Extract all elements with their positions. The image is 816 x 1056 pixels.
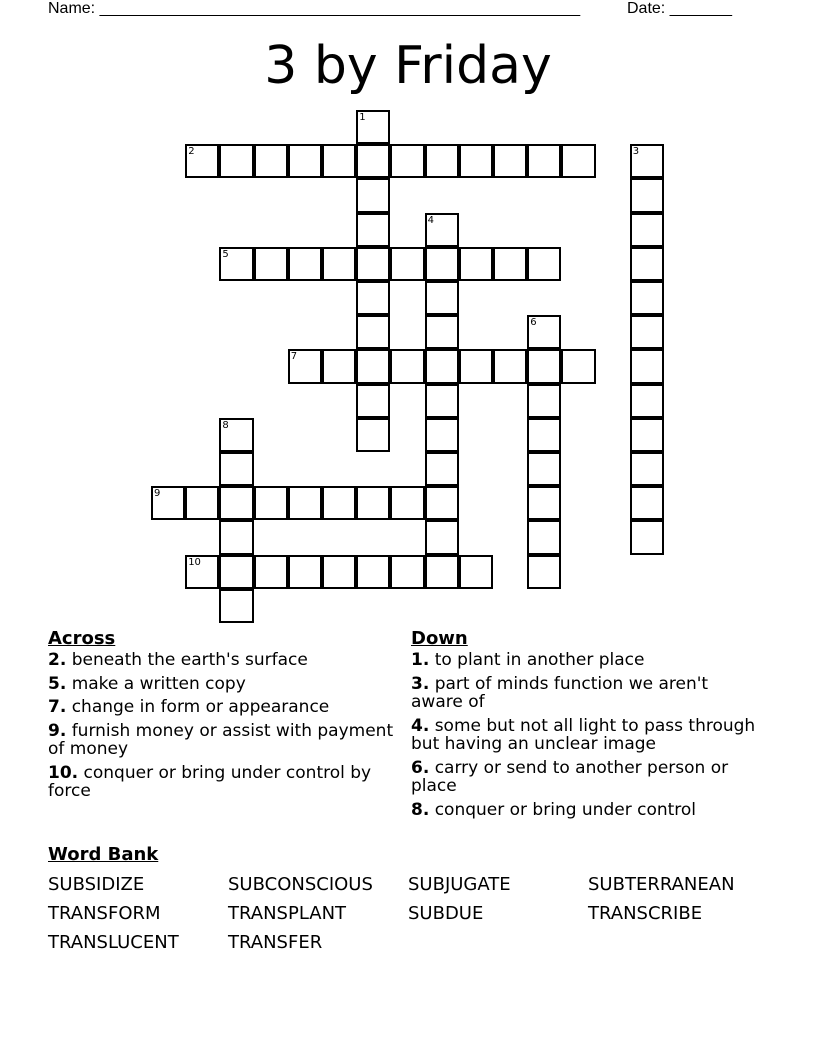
grid-cell[interactable] [425,247,459,281]
grid-cell[interactable] [356,315,390,349]
across-heading: Across [48,628,116,649]
grid-cell[interactable] [527,384,561,418]
clue-number: 3. [411,673,430,694]
grid-cell[interactable] [425,384,459,418]
down-clue [411,759,761,796]
grid-cell[interactable] [630,281,664,315]
grid-cell[interactable] [356,281,390,315]
clue-text: change in form or appearance [66,697,330,717]
word-bank-item: TRANSLUCENT [48,932,179,953]
grid-cell[interactable] [527,247,561,281]
grid-cell[interactable] [185,486,219,520]
grid-cell[interactable] [390,144,424,178]
grid-cell[interactable] [527,349,561,383]
down-clue [411,717,761,754]
grid-cell[interactable] [254,247,288,281]
clue-number: 9. [48,720,67,741]
grid-cell[interactable] [561,144,595,178]
grid-cell[interactable] [356,384,390,418]
grid-cell[interactable] [630,486,664,520]
clue-number-label: 9 [154,488,161,500]
word-bank-item: TRANSPLANT [228,903,347,924]
grid-cell[interactable] [219,520,253,554]
grid-cell[interactable] [219,418,253,452]
grid-cell[interactable] [356,110,390,144]
grid-cell[interactable] [322,486,356,520]
grid-cell[interactable] [527,315,561,349]
word-bank-item: TRANSFORM [48,903,161,924]
grid-cell[interactable] [288,247,322,281]
word-bank-item: TRANSFER [228,932,323,953]
clue-text: some but not all light to pass through but having an unclear image [411,715,756,754]
down-clue [411,675,761,712]
clue-number-label: 8 [222,419,229,431]
grid-cell[interactable] [322,144,356,178]
grid-cell[interactable] [288,349,322,383]
clue-text: to plant in another place [429,650,645,670]
grid-cell[interactable] [185,144,219,178]
grid-cell[interactable] [254,486,288,520]
grid-cell[interactable] [425,281,459,315]
clue-text: furnish money or assist with payment of money [48,720,394,759]
clue-number-label: 3 [632,146,640,158]
word-bank-item: SUBDUE [408,903,484,924]
across-clue [48,698,398,717]
grid-cell[interactable] [459,144,493,178]
clue-number-label: 4 [427,214,434,226]
across-clue [48,651,398,670]
grid-cell[interactable] [459,555,493,589]
date-field-label: Date: _______ [627,0,732,17]
grid-cell[interactable] [630,178,664,212]
grid-cell[interactable] [459,247,493,281]
grid-cell[interactable] [185,555,219,589]
grid-cell[interactable] [527,452,561,486]
grid-cell[interactable] [151,486,185,520]
grid-cell[interactable] [356,178,390,212]
grid-cell[interactable] [219,144,253,178]
clue-number: 7. [48,697,67,717]
clue-number: 10. [48,762,79,783]
grid-cell[interactable] [425,349,459,383]
word-bank-item: SUBSIDIZE [48,874,145,895]
clue-text: part of minds function we aren't aware of [411,673,709,712]
grid-cell[interactable] [527,555,561,589]
grid-cell[interactable] [493,144,527,178]
grid-cell[interactable] [254,144,288,178]
across-clues-section [48,628,398,806]
grid-cell[interactable] [390,486,424,520]
clue-number-label: 2 [188,146,195,158]
grid-cell[interactable] [288,486,322,520]
clue-text: conquer or bring under control by force [48,762,372,801]
clue-number-label: 6 [530,317,537,329]
grid-cell[interactable] [356,555,390,589]
grid-cell[interactable] [425,418,459,452]
grid-cell[interactable] [630,349,664,383]
grid-cell[interactable] [527,486,561,520]
grid-cell[interactable] [459,349,493,383]
down-clue [411,801,761,820]
clue-number-label: 10 [188,556,201,568]
grid-cell[interactable] [493,349,527,383]
grid-cell[interactable] [322,349,356,383]
grid-cell[interactable] [425,555,459,589]
grid-cell[interactable] [219,555,253,589]
clue-number: 1. [411,650,430,670]
down-clue [411,651,761,670]
grid-cell[interactable] [630,520,664,554]
grid-cell[interactable] [322,247,356,281]
clue-text: make a written copy [66,673,246,694]
clue-number: 5. [48,673,67,694]
grid-cell[interactable] [527,144,561,178]
word-bank-heading: Word Bank [48,844,159,865]
clue-number-label: 1 [359,112,366,123]
grid-cell[interactable] [561,349,595,383]
clue-text: beneath the earth's surface [66,650,308,670]
grid-cell[interactable] [288,144,322,178]
name-field-label: Name: ______________________________________________________ [48,0,581,17]
grid-cell[interactable] [630,418,664,452]
grid-cell[interactable] [630,452,664,486]
grid-cell[interactable] [390,555,424,589]
grid-cell[interactable] [390,349,424,383]
across-clue [48,722,398,759]
clue-number: 2. [48,650,67,670]
grid-cell[interactable] [527,520,561,554]
word-bank-item: TRANSCRIBE [588,903,703,924]
word-bank-item: SUBTERRANEAN [588,874,735,895]
grid-cell[interactable] [425,452,459,486]
grid-cell[interactable] [356,418,390,452]
grid-cell[interactable] [425,213,459,247]
clue-number: 8. [411,799,430,820]
clue-number: 6. [411,757,430,778]
across-clue [48,675,398,694]
grid-cell[interactable] [630,384,664,418]
grid-cell[interactable] [425,144,459,178]
grid-cell[interactable] [630,315,664,349]
puzzle-title: 3 by Friday [264,36,552,96]
grid-cell[interactable] [356,349,390,383]
down-clues-section [411,628,761,824]
grid-cell[interactable] [390,247,424,281]
grid-cell[interactable] [219,452,253,486]
grid-cell[interactable] [322,555,356,589]
grid-cell[interactable] [219,589,253,623]
grid-cell[interactable] [356,247,390,281]
grid-cell[interactable] [425,520,459,554]
grid-cell[interactable] [254,555,288,589]
word-bank [48,844,788,953]
grid-cell[interactable] [356,144,390,178]
grid-cell[interactable] [356,486,390,520]
grid-cell[interactable] [356,213,390,247]
across-clue [48,764,398,801]
down-heading: Down [411,628,468,649]
grid-cell[interactable] [630,247,664,281]
word-bank-item: SUBJUGATE [408,874,511,895]
word-bank-item: SUBCONSCIOUS [228,874,373,895]
grid-cell[interactable] [527,418,561,452]
clue-text: conquer or bring under control [429,799,697,820]
clue-number-label: 7 [290,351,298,363]
grid-cell[interactable] [630,213,664,247]
grid-cell[interactable] [425,486,459,520]
grid-cell[interactable] [630,144,664,178]
clue-number-label: 5 [222,248,229,260]
grid-cell[interactable] [219,247,253,281]
grid-cell[interactable] [425,315,459,349]
grid-cell[interactable] [493,247,527,281]
clue-text: carry or send to another person or place [411,757,729,796]
clue-number: 4. [411,715,430,736]
grid-cell[interactable] [288,555,322,589]
grid-cell[interactable] [219,486,253,520]
